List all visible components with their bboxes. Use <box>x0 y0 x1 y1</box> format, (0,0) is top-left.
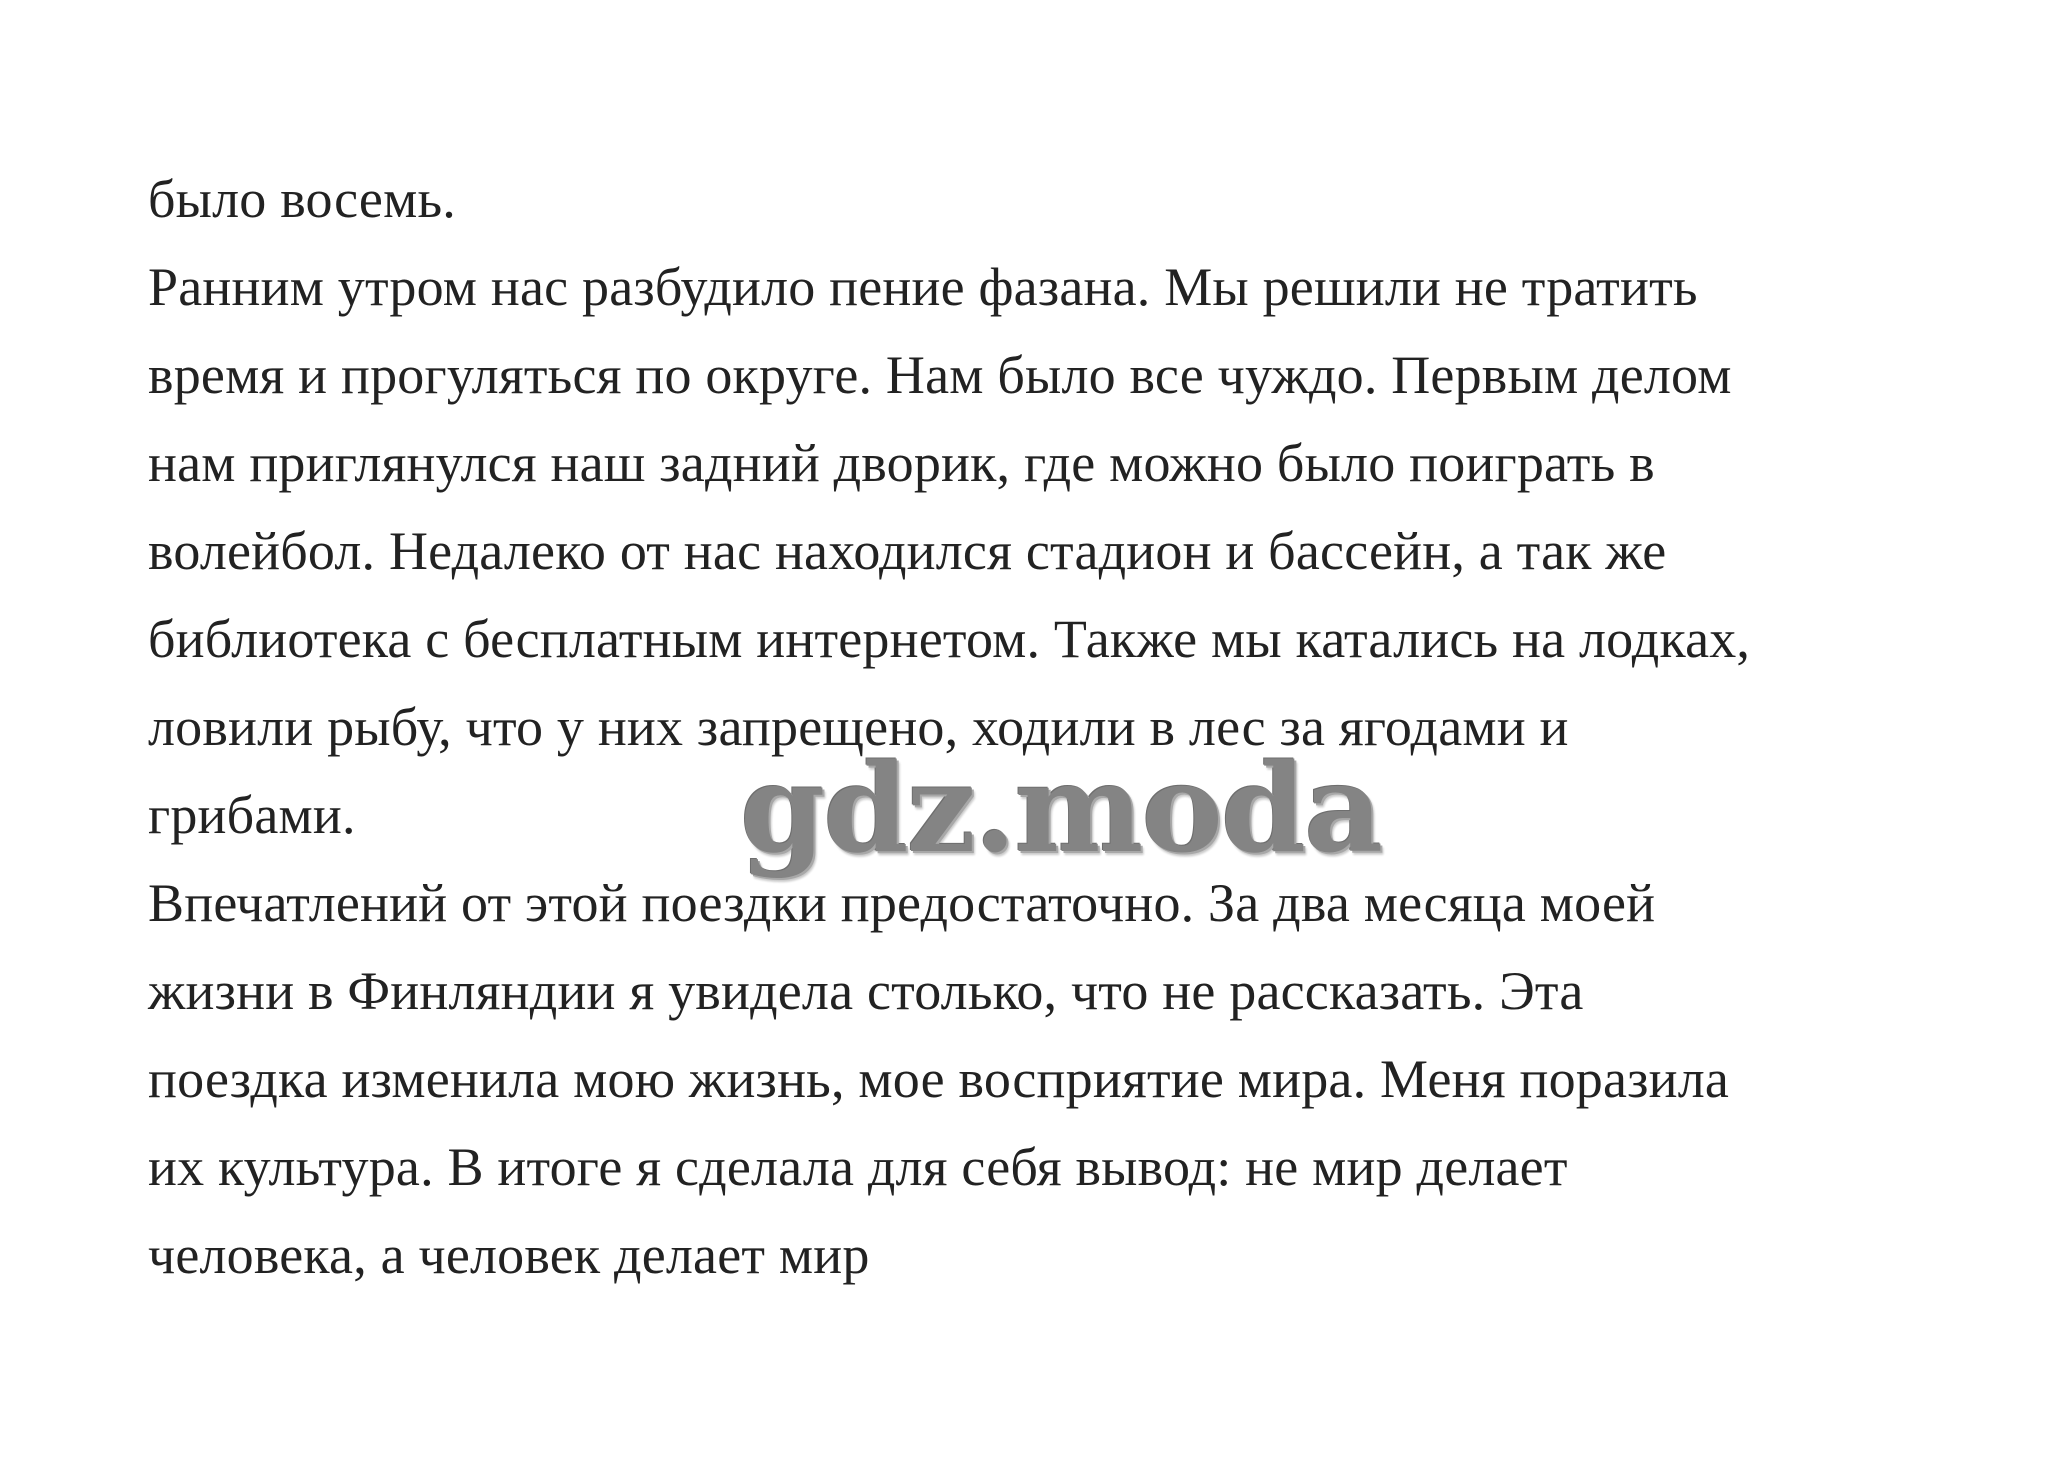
text-line: человека, а человек делает мир <box>148 1225 870 1285</box>
text-line: Ранним утром нас разбудило пение фазана. Мы решили не тратить <box>148 257 1698 317</box>
text-line: поездка изменила мою жизнь, мое восприятие мира. Меня поразила <box>148 1049 1730 1109</box>
essay-text <box>148 155 1968 1299</box>
text-line: жизни в Финляндии я увидела столько, что не рассказать. Эта <box>148 961 1584 1021</box>
text-line: время и прогуляться по округе. Нам было все чуждо. Первым делом <box>148 345 1732 405</box>
text-line: нам приглянулся наш задний дворик, где можно было поиграть в <box>148 433 1655 493</box>
watermark-logo: gdz.moda <box>740 736 1382 880</box>
text-line: было восемь. <box>148 169 456 229</box>
text-line: ловили рыбу, что у них запрещено, ходили в лес за ягодами и <box>148 697 1569 757</box>
text-line: их культура. В итоге я сделала для себя вывод: не мир делает <box>148 1137 1568 1197</box>
text-line: библиотека с бесплатным интернетом. Также мы катались на лодках, <box>148 609 1751 669</box>
text-line: Впечатлений от этой поездки предостаточно. За два месяца моей <box>148 873 1656 933</box>
text-line: волейбол. Недалеко от нас находился стадион и бассейн, а так же <box>148 521 1667 581</box>
text-line: грибами. <box>148 785 356 845</box>
